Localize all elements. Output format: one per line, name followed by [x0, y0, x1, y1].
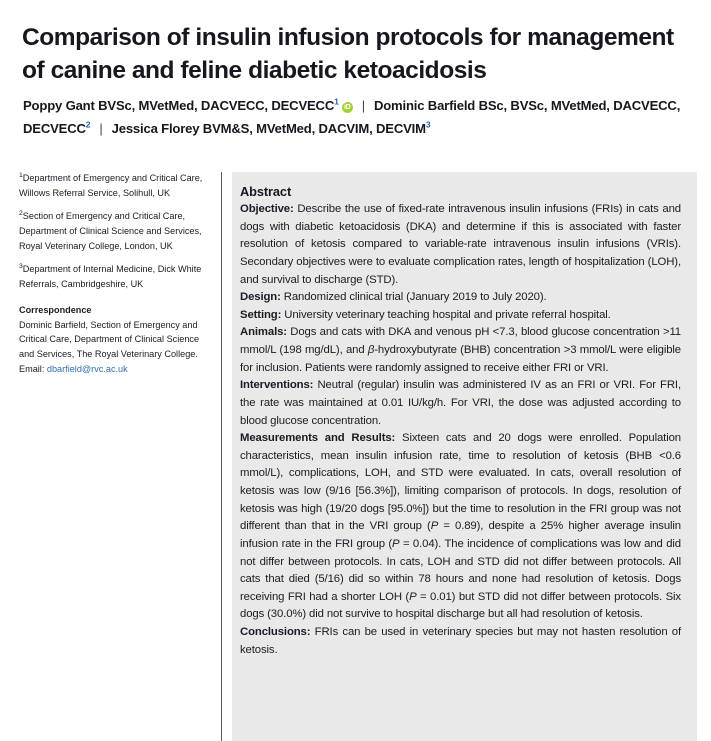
- correspondence-email-line: [19, 362, 209, 377]
- author-separator-1: |: [361, 98, 365, 113]
- abstract-section-measurements-and-results: [240, 430, 681, 624]
- author-affiliation-marker: 1: [334, 96, 339, 107]
- abstract-section-label: Design:: [240, 291, 281, 304]
- abstract-section-label: Animals:: [240, 326, 287, 339]
- abstract-section-text: Randomized clinical trial (January 2019 to July 2020).: [280, 291, 547, 304]
- author-entry-1[interactable]: [23, 98, 353, 113]
- abstract-section-label: Interventions:: [240, 379, 314, 392]
- author-name: Poppy Gant BVSc, MVetMed, DACVECC, DECVECC: [23, 98, 335, 113]
- affiliation-text: Department of Internal Medicine, Dick White Referrals, Cambridgeshire, UK: [19, 264, 202, 289]
- abstract-section-label: Conclusions:: [240, 626, 311, 638]
- author-list: [23, 94, 688, 141]
- affiliation-item: [19, 171, 209, 201]
- abstract-panel: [232, 172, 697, 741]
- author-entry-3[interactable]: [112, 121, 431, 136]
- email-link[interactable]: dbarfield@rvc.ac.uk: [46, 364, 128, 375]
- abstract-heading: Abstract: [240, 184, 292, 199]
- column-divider: [221, 172, 222, 741]
- abstract-section-design: [240, 289, 681, 307]
- affiliation-marker: 1: [19, 171, 23, 179]
- email-label: Email:: [19, 364, 45, 375]
- correspondence-heading: Correspondence: [19, 304, 92, 315]
- author-separator-2: |: [99, 121, 103, 137]
- affiliation-item: [19, 262, 209, 292]
- affiliation-marker: 3: [19, 263, 23, 271]
- abstract-section-text: Sixteen cats and 20 dogs were enrolled. Population characteristics, mean insulin infusion rate, time to resolution of ketosis (BHB <0.6 mmol/L), complications, LOH, and STD were evaluated. In cats, overall resolution of ketosis was low (9/16 [56.3%]), limiting comparison of protocols. In dogs, resolution of ketosis was high (19/20 dogs [95.0%]) but the time to resolution in the FRI group was not different than that in the VRI group (P = 0.89), despite a 25% higher average insulin infusion rate in the FRI group (P = 0.04). The incidence of complications was low and did not differ between protocols. In cats, LOH and STD did not differ between protocols. All cats that died (5/16) did so within 78 hours and none had resolution of ketosis. Dogs receiving FRI had a shorter LOH (P = 0.01) but STD did not differ between protocols. Six dogs (30.0%) did not survive to hospital discharge but all had resolution of ketosis.: [240, 432, 681, 621]
- abstract-section-text: Dogs and cats with DKA and venous pH <7.3, blood glucose concentration >11 mmol/L (198 mg/dL), and β-hydroxybutyrate (BHB) concentration >3 mmol/L were eligible for inclusion. Patients were randomly assigned to receive either FRI or VRI.: [240, 326, 681, 374]
- abstract-section-text: Describe the use of fixed-rate intravenous insulin infusions (FRIs) in cats and dogs with diabetic ketoacidosis (DKA) and determine if this is associated with faster resolution of ketosis compared to variable-rate intravenous insulin infusions (VRIs). Secondary objectives were to evaluate complication rates, length of hospitalization (LOH), and survival to discharge (STD).: [240, 203, 681, 286]
- correspondence-body: [19, 318, 209, 362]
- author-name: Jessica Florey BVM&S, MVetMed, DACVIM, DECVIM: [111, 121, 426, 137]
- abstract-section-interventions: [240, 377, 681, 430]
- abstract-section-setting: [240, 307, 681, 325]
- affiliation-text: Section of Emergency and Critical Care, Department of Clinical Science and Services, Royal Veterinary College, London, UK: [19, 211, 202, 251]
- abstract-section-animals: [240, 324, 681, 377]
- affiliations-column: [19, 171, 209, 377]
- affiliation-text: Department of Emergency and Critical Care, Willows Referral Service, Solihull, UK: [19, 173, 203, 198]
- author-affiliation-marker: 2: [85, 119, 91, 130]
- abstract-section-label: Measurements and Results:: [240, 432, 396, 445]
- abstract-section-conclusions: [240, 624, 681, 659]
- correspondence-text: Dominic Barfield, Section of Emergency and Critical Care, Department of Clinical Science and Services, The Royal Veterinary College.: [19, 319, 200, 360]
- page-title: Comparison of insulin infusion protocols for management of canine and feline diabetic ketoacidosis: [22, 24, 674, 84]
- abstract-section-objective: [240, 201, 681, 289]
- author-name: Dominic Barfield BSc, BVSc, MVetMed, DACVECC, DECVECC: [23, 98, 681, 137]
- abstract-section-label: Objective:: [240, 203, 294, 215]
- affiliation-item: [19, 209, 209, 253]
- abstract-section-text: FRIs can be used in veterinary species but may not hasten resolution of ketosis.: [240, 626, 681, 656]
- affiliation-marker: 2: [19, 210, 23, 218]
- abstract-section-text: Neutral (regular) insulin was administered IV as an FRI or VRI. For FRI, the rate was maintained at 0.01 IU/kg/h. For VRI, the dose was adjusted according to blood glucose concentration.: [240, 379, 681, 427]
- orcid-id-icon[interactable]: iD: [342, 102, 353, 113]
- abstract-section-label: Setting:: [240, 308, 282, 321]
- author-affiliation-marker: 3: [425, 119, 431, 130]
- abstract-section-text: University veterinary teaching hospital and private referral hospital.: [281, 308, 611, 321]
